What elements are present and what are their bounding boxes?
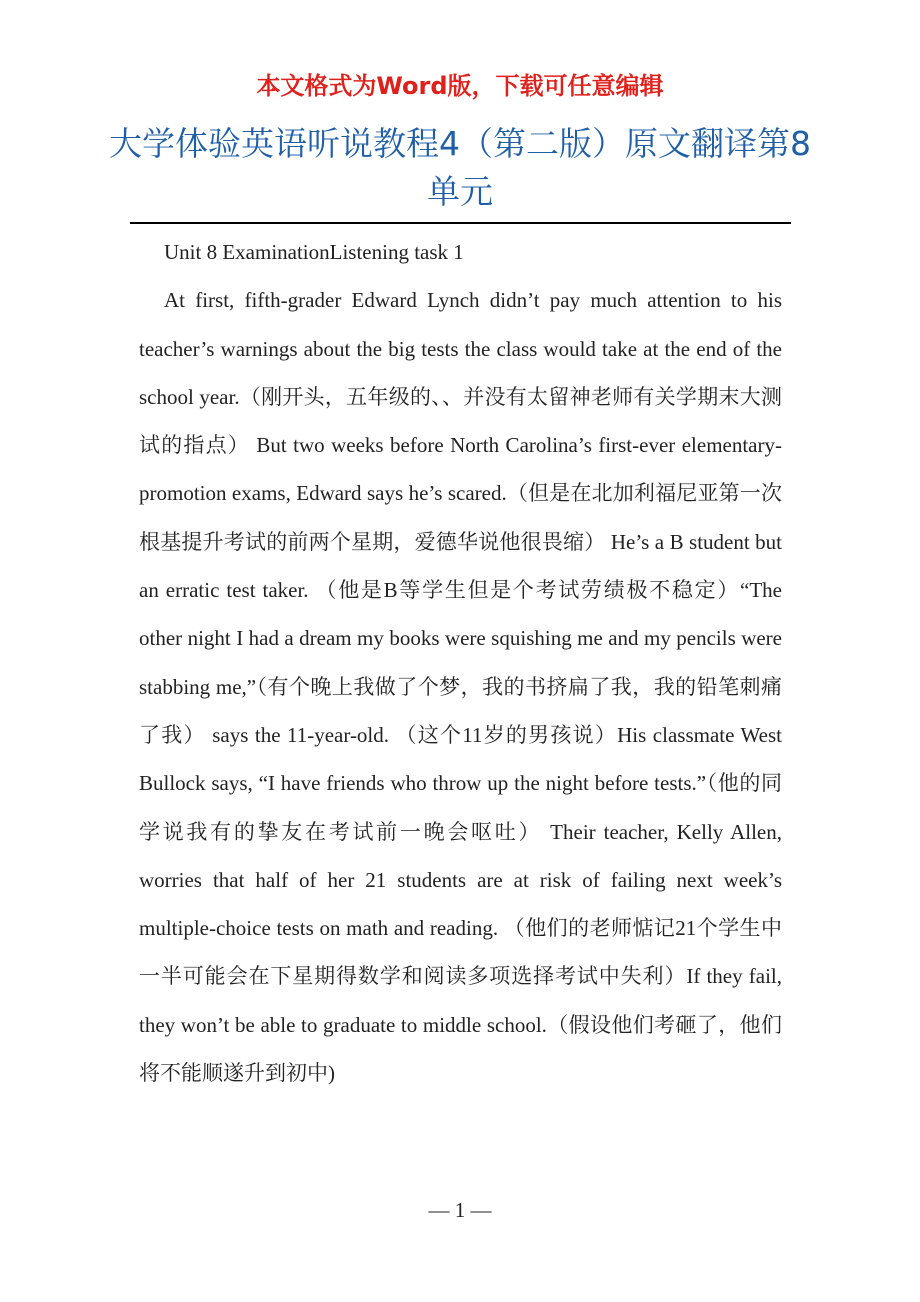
document-body: [139, 228, 782, 1097]
page-number: — 1 —: [428, 1198, 492, 1222]
unit-heading: Unit 8 ExaminationListening task 1: [164, 240, 464, 264]
format-notice: 本文格式为Word版，下载可任意编辑: [256, 72, 664, 100]
title-divider: [130, 222, 791, 224]
body-paragraph: At first, fifth-grader Edward Lynch didn’t pay much attention to his teacher’s warnings about the big tests the class would take at the end of the school year.（刚开头，五年级的、、并没有太留神老师有关学期末大测试的指点） But two weeks before North Carolina’s first-ever elementary-promotion exams, Edward says he’s scared.（但是在北加利福尼亚第一次根基提升考试的前两个星期，爱德华说他很畏缩） He’s a B student but an erratic test taker. （他是B等学生但是个考试劳绩极不稳定）“The other night I had a dream my books were squishing me and my pencils were stabbing me,”（有个晚上我做了个梦，我的书挤扁了我，我的铅笔刺痛了我） says the 11-year-old. （这个11岁的男孩说）His classmate West Bullock says, “I have friends who throw up the night before tests.”（他的同学说我有的挚友在考试前一晚会呕吐） Their teacher, Kelly Allen, worries that half of her 21 students are at risk of failing next week’s multiple-choice tests on math and reading. （他们的老师惦记21个学生中一半可能会在下星期得数学和阅读多项选择考试中失利）If they fail, they won’t be able to graduate to middle school.（假设他们考砸了，他们将不能顺遂升到初中): [139, 288, 782, 1086]
document-title: 大学体验英语听说教程4（第二版）原文翻译第8单元: [109, 124, 811, 211]
